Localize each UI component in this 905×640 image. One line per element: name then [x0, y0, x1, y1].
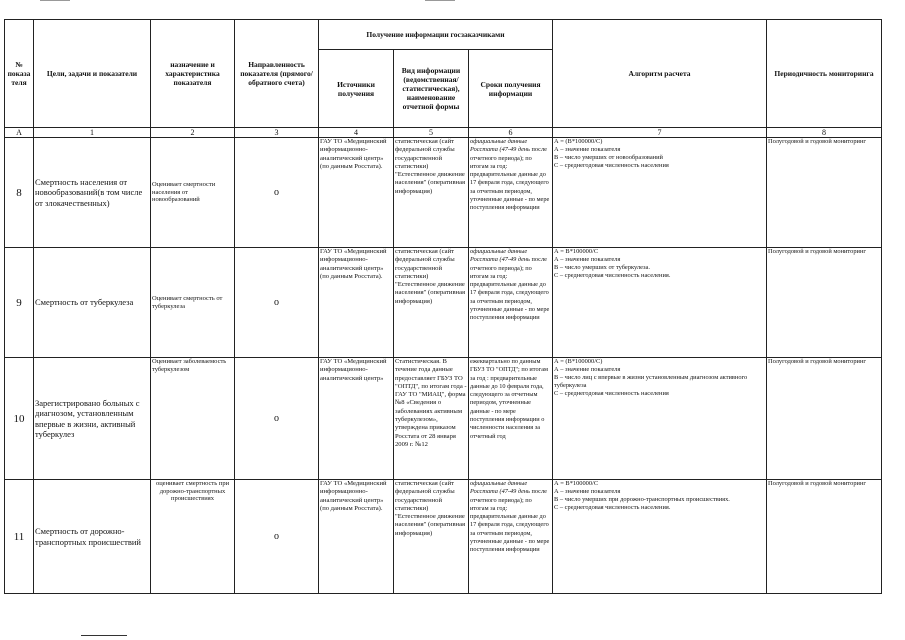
- column-number: 3: [235, 128, 319, 138]
- dates-details: ежеквартально по данным ГБУЗ ТО "ОПТД"; по итогам за год : предварительные данные до 10 февраля года, следующего за отчетным периодом, уточненные данные - по мере поступления информации о численности населения за отчетный год: [470, 358, 548, 440]
- column-number: 8: [767, 128, 882, 138]
- indicator-purpose: Оценивает смертность от туберкулеза: [151, 248, 235, 358]
- column-number-row: [5, 128, 882, 138]
- top-edge-mark: [40, 0, 70, 1]
- algo-formula: А = (В*100000/С): [554, 358, 603, 365]
- algo-formula: А = В*100000/С: [554, 480, 599, 487]
- indicator-purpose: Оценивает смертности населения от новообразований: [151, 138, 235, 248]
- algo-line: А – значение показателя: [554, 256, 621, 263]
- column-number: 2: [151, 128, 235, 138]
- monitoring-periodicity: Полугодовой и годовой мониторинг: [767, 248, 882, 358]
- algo-line: В – число лиц с впервые в жизни установленным диагнозом активного туберкулеза: [554, 374, 748, 389]
- info-source: ГАУ ТО «Медицинский информационно-аналитический центр» (по данным Росстата).: [319, 248, 394, 358]
- info-form: статистическая (сайт федеральной службы государственной статистики) "Естественное движение населения" (оперативная информация): [394, 480, 469, 594]
- algo-line: А – значение показателя: [554, 366, 621, 373]
- info-form: Статистическая. В течение года данные предоставляет ГБУЗ ТО "ОПТД", по итогам года - ГАУ ТО "МИАЦ", форма №8 «Сведения о заболеваниях активным туберкулезом», утверждена приказом Росстата от 28 января 2009 г. №12: [394, 358, 469, 480]
- indicator-direction: о: [235, 138, 319, 248]
- algo-line: А – значение показателя: [554, 146, 621, 153]
- indicator-direction: о: [235, 358, 319, 480]
- info-source: ГАУ ТО «Медицинский информационно-аналитический центр»: [319, 358, 394, 480]
- header-dates: Сроки получения информации: [469, 50, 553, 128]
- column-number: 1: [34, 128, 151, 138]
- header-sources: Источники получения: [319, 50, 394, 128]
- indicator-goal: Смертность от туберкулеза: [34, 248, 151, 358]
- table-row: [5, 358, 882, 480]
- header-form: Вид информации (ведомственная/статистическая), наименование отчетной формы: [394, 50, 469, 128]
- row-number: 10: [5, 358, 34, 480]
- info-source: ГАУ ТО «Медицинский информационно-аналитический центр» (по данным Росстата).: [319, 480, 394, 594]
- indicator-table: [4, 19, 882, 594]
- table-row: [5, 248, 882, 358]
- algo-line: В – число умерших при дорожно-транспортных происшествиях.: [554, 496, 730, 503]
- dates-details: после отчетного периода); по итогам за год: предварительные данные до 17 февраля года, следующего за отчетным периодом, уточненные данные - по мере поступления информации: [470, 488, 550, 554]
- row-number: 8: [5, 138, 34, 248]
- footnote-separator: [81, 635, 127, 636]
- monitoring-periodicity: Полугодовой и годовой мониторинг: [767, 480, 882, 594]
- top-edge-mark: [425, 0, 455, 1]
- info-source: ГАУ ТО «Медицинский информационно-аналитический центр» (по данным Росстата).: [319, 138, 394, 248]
- info-form: статистическая (сайт федеральной службы государственной статистики) "Естественное движение населения" (оперативная информация): [394, 138, 469, 248]
- indicator-goal: Смертность от дорожно-транспортных происшествий: [34, 480, 151, 594]
- calculation-algorithm: [553, 358, 767, 480]
- header-algorithm: Алгоритм расчета: [553, 20, 767, 128]
- table-row: [5, 138, 882, 248]
- algo-line: В – число умерших от туберкулеза.: [554, 264, 650, 271]
- dates-official: официальные данные Росстата (47-49 день: [470, 480, 530, 496]
- monitoring-periodicity: Полугодовой и годовой мониторинг: [767, 358, 882, 480]
- indicator-table-sheet: [4, 19, 882, 594]
- row-number: 11: [5, 480, 34, 594]
- calculation-algorithm: [553, 138, 767, 248]
- dates-details: после отчетного периода); по итогам за год: предварительные данные до 17 февраля года, следующего за отчетным периодом, уточненные данные - по мере поступления информации: [470, 146, 550, 212]
- header-num: № показа теля: [5, 20, 34, 128]
- algo-formula: А = (В*100000/С): [554, 138, 603, 145]
- dates-official: официальные данные Росстата (47-49 день: [470, 138, 530, 154]
- header-direction: Направленность показателя (прямого/обратного счета): [235, 20, 319, 128]
- header-periodicity: Периодичность мониторинга: [767, 20, 882, 128]
- info-dates: [469, 248, 553, 358]
- info-dates: [469, 358, 553, 480]
- indicator-goal: Зарегистрировано больных с диагнозом, установленным впервые в жизни, активный туберкулез: [34, 358, 151, 480]
- dates-details: после отчетного периода); по итогам за год: предварительные данные до 17 февраля года, следующего за отчетным периодом, уточненные данные - по мере поступления информации: [470, 256, 550, 322]
- algo-line: С – среднегодовая численность населения: [554, 162, 669, 169]
- indicator-purpose: оценивает смертность при дорожно-транспортных происшествиях: [151, 480, 235, 594]
- calculation-algorithm: [553, 480, 767, 594]
- info-dates: [469, 138, 553, 248]
- algo-line: А – значение показателя: [554, 488, 621, 495]
- info-dates: [469, 480, 553, 594]
- calculation-algorithm: [553, 248, 767, 358]
- algo-line: С – среднегодовая численность населения.: [554, 272, 671, 279]
- header-info-group: Получение информации госзаказчиками: [319, 20, 553, 50]
- indicator-direction: о: [235, 248, 319, 358]
- header-purpose: назначение и характеристика показателя: [151, 20, 235, 128]
- indicator-purpose: Оценивает заболеваемость туберкулезом: [151, 358, 235, 480]
- header-goals: Цели, задачи и показатели: [34, 20, 151, 128]
- table-row: [5, 480, 882, 594]
- column-number: 7: [553, 128, 767, 138]
- row-number: 9: [5, 248, 34, 358]
- info-form: статистическая (сайт федеральной службы государственной статистики) "Естественное движение населения" (оперативная информация): [394, 248, 469, 358]
- column-number: 6: [469, 128, 553, 138]
- monitoring-periodicity: Полугодовой и годовой мониторинг: [767, 138, 882, 248]
- column-number: 4: [319, 128, 394, 138]
- indicator-goal: Смертность населения от новообразований(в том числе от злокачественных): [34, 138, 151, 248]
- algo-formula: А = В*100000/С: [554, 248, 599, 255]
- indicator-direction: о: [235, 480, 319, 594]
- column-number: 5: [394, 128, 469, 138]
- algo-line: С – среднегодовая численность населения: [554, 390, 669, 397]
- algo-line: С – среднегодовая численность населения.: [554, 504, 671, 511]
- column-number: А: [5, 128, 34, 138]
- algo-line: В – число умерших от новообразований: [554, 154, 663, 161]
- dates-official: официальные данные Росстата (47-49 день: [470, 248, 530, 264]
